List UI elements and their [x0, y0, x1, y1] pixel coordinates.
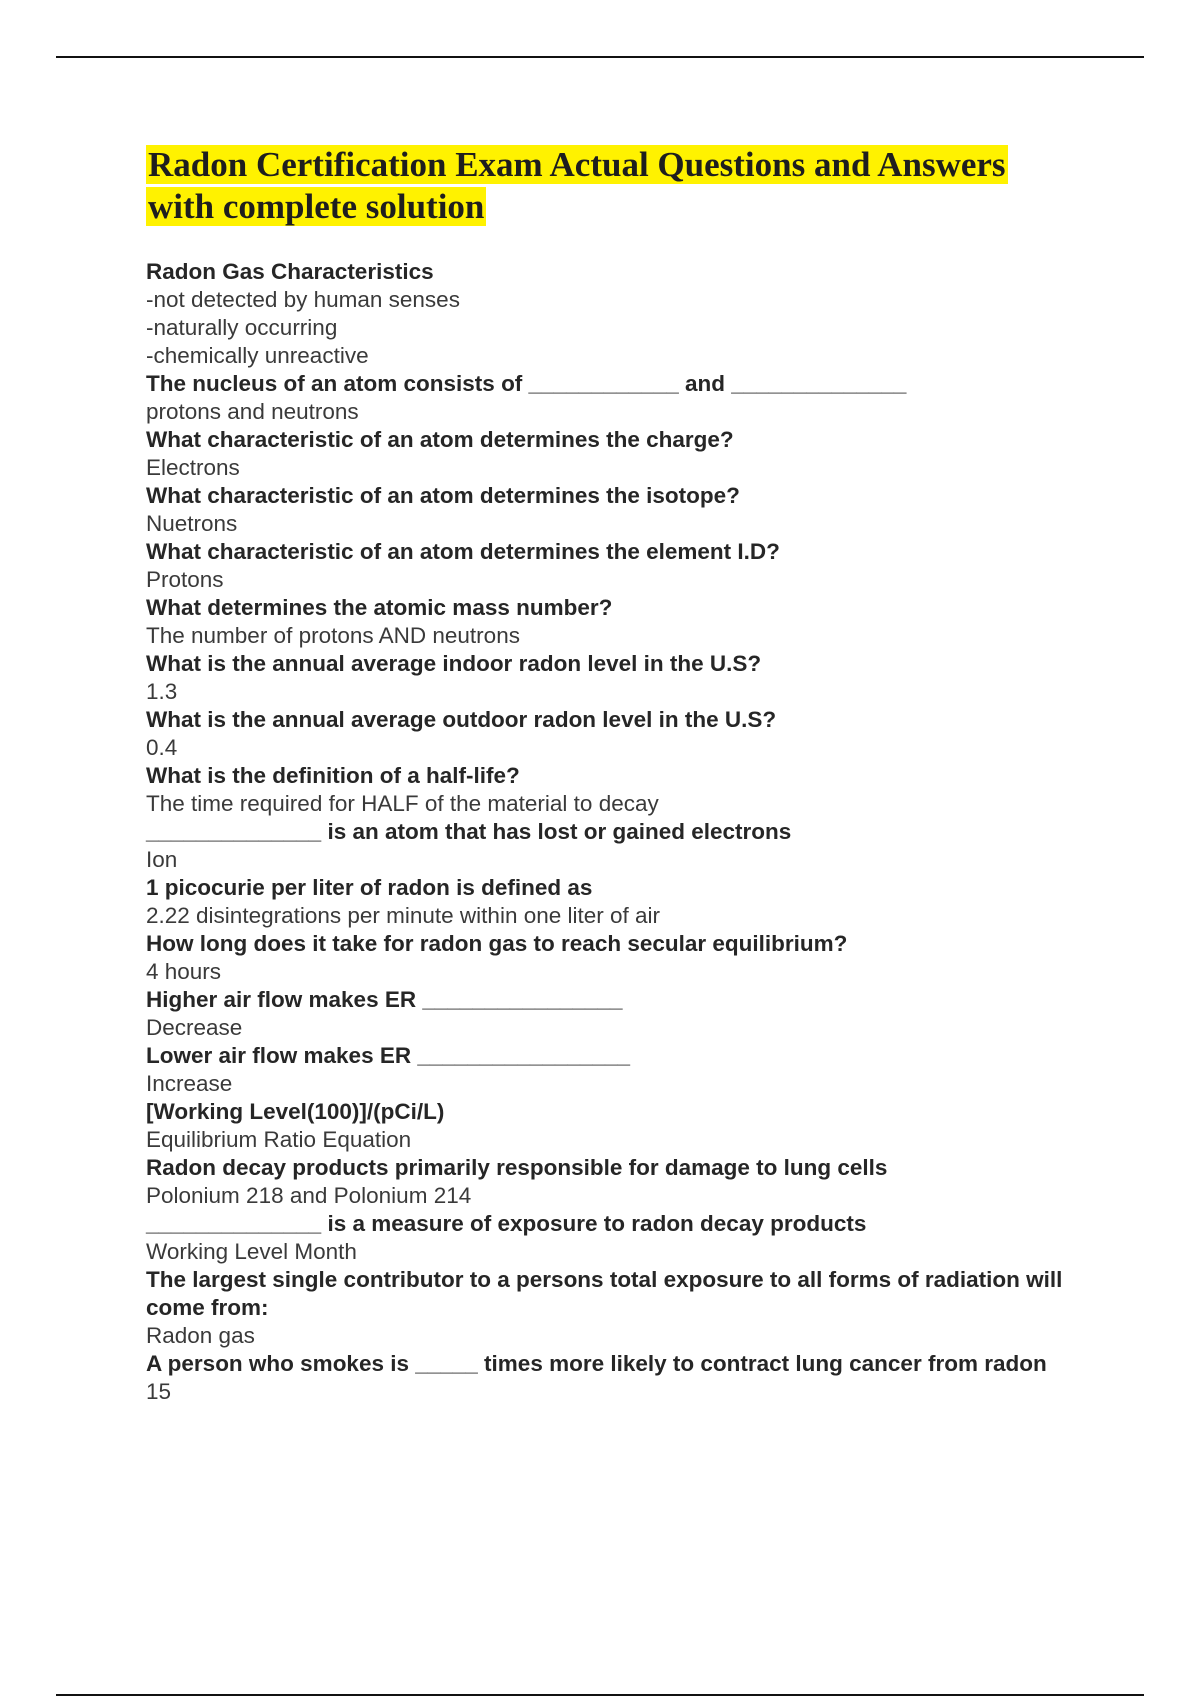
qa-entry	[146, 986, 1096, 1042]
qa-entry	[146, 594, 1096, 650]
answer-text: 2.22 disintegrations per minute within one liter of air	[146, 903, 661, 928]
answer-text: 1.3	[146, 679, 178, 704]
title-line-1: Radon Certification Exam Actual Questions and Answers	[148, 145, 1006, 184]
qa-list	[146, 258, 1096, 1406]
qa-entry	[146, 1154, 1096, 1210]
answer-text: Radon gas	[146, 1323, 255, 1348]
question-text: What determines the atomic mass number?	[146, 595, 613, 620]
qa-entry	[146, 482, 1096, 538]
question-text: Lower air flow makes ER _________________	[146, 1043, 631, 1068]
qa-entry	[146, 762, 1096, 818]
question-text: What characteristic of an atom determines the isotope?	[146, 483, 740, 508]
document-title	[146, 144, 1106, 228]
question-text: What is the annual average outdoor radon level in the U.S?	[146, 707, 777, 732]
question-text: Radon decay products primarily responsible for damage to lung cells	[146, 1155, 888, 1180]
answer-text: -not detected by human senses	[146, 287, 460, 312]
answer-text: 4 hours	[146, 959, 222, 984]
question-text: Radon Gas Characteristics	[146, 259, 434, 284]
answer-text: Protons	[146, 567, 224, 592]
header-rule	[56, 56, 1144, 58]
answer-text: Working Level Month	[146, 1239, 357, 1264]
question-text: What characteristic of an atom determines the element I.D?	[146, 539, 780, 564]
answer-text: Nuetrons	[146, 511, 238, 536]
qa-entry	[146, 1350, 1096, 1406]
answer-text: -naturally occurring	[146, 315, 338, 340]
answer-text: Equilibrium Ratio Equation	[146, 1127, 412, 1152]
answer-text: Increase	[146, 1071, 233, 1096]
answer-text: The time required for HALF of the material to decay	[146, 791, 659, 816]
footer-rule	[56, 1694, 1144, 1696]
question-text: The nucleus of an atom consists of ____________ and ______________	[146, 371, 907, 396]
question-text: What characteristic of an atom determines the charge?	[146, 427, 734, 452]
qa-entry	[146, 258, 1096, 370]
question-text: The largest single contributor to a persons total exposure to all forms of radiation will come from:	[146, 1267, 1063, 1320]
qa-entry	[146, 818, 1096, 874]
answer-text: 15	[146, 1379, 172, 1404]
answer-text: Electrons	[146, 455, 240, 480]
answer-text: The number of protons AND neutrons	[146, 623, 520, 648]
qa-entry	[146, 930, 1096, 986]
question-text: ______________ is a measure of exposure to radon decay products	[146, 1211, 867, 1236]
qa-entry	[146, 426, 1096, 482]
qa-entry	[146, 706, 1096, 762]
answer-text: protons and neutrons	[146, 399, 359, 424]
qa-entry	[146, 1266, 1096, 1350]
qa-entry	[146, 1210, 1096, 1266]
answer-text: Decrease	[146, 1015, 243, 1040]
question-text: ______________ is an atom that has lost or gained electrons	[146, 819, 792, 844]
qa-entry	[146, 650, 1096, 706]
qa-entry	[146, 370, 1096, 426]
qa-entry	[146, 1042, 1096, 1098]
question-text: What is the definition of a half-life?	[146, 763, 520, 788]
title-line-2: with complete solution	[148, 187, 485, 226]
answer-text: -chemically unreactive	[146, 343, 369, 368]
question-text: How long does it take for radon gas to reach secular equilibrium?	[146, 931, 848, 956]
qa-entry	[146, 874, 1096, 930]
question-text: A person who smokes is _____ times more likely to contract lung cancer from radon	[146, 1351, 1047, 1376]
question-text: 1 picocurie per liter of radon is defined as	[146, 875, 593, 900]
question-text: [Working Level(100)]/(pCi/L)	[146, 1099, 445, 1124]
qa-entry	[146, 538, 1096, 594]
answer-text: 0.4	[146, 735, 178, 760]
question-text: What is the annual average indoor radon level in the U.S?	[146, 651, 762, 676]
answer-text: Polonium 218 and Polonium 214	[146, 1183, 472, 1208]
question-text: Higher air flow makes ER ________________	[146, 987, 623, 1012]
answer-text: Ion	[146, 847, 178, 872]
qa-entry	[146, 1098, 1096, 1154]
